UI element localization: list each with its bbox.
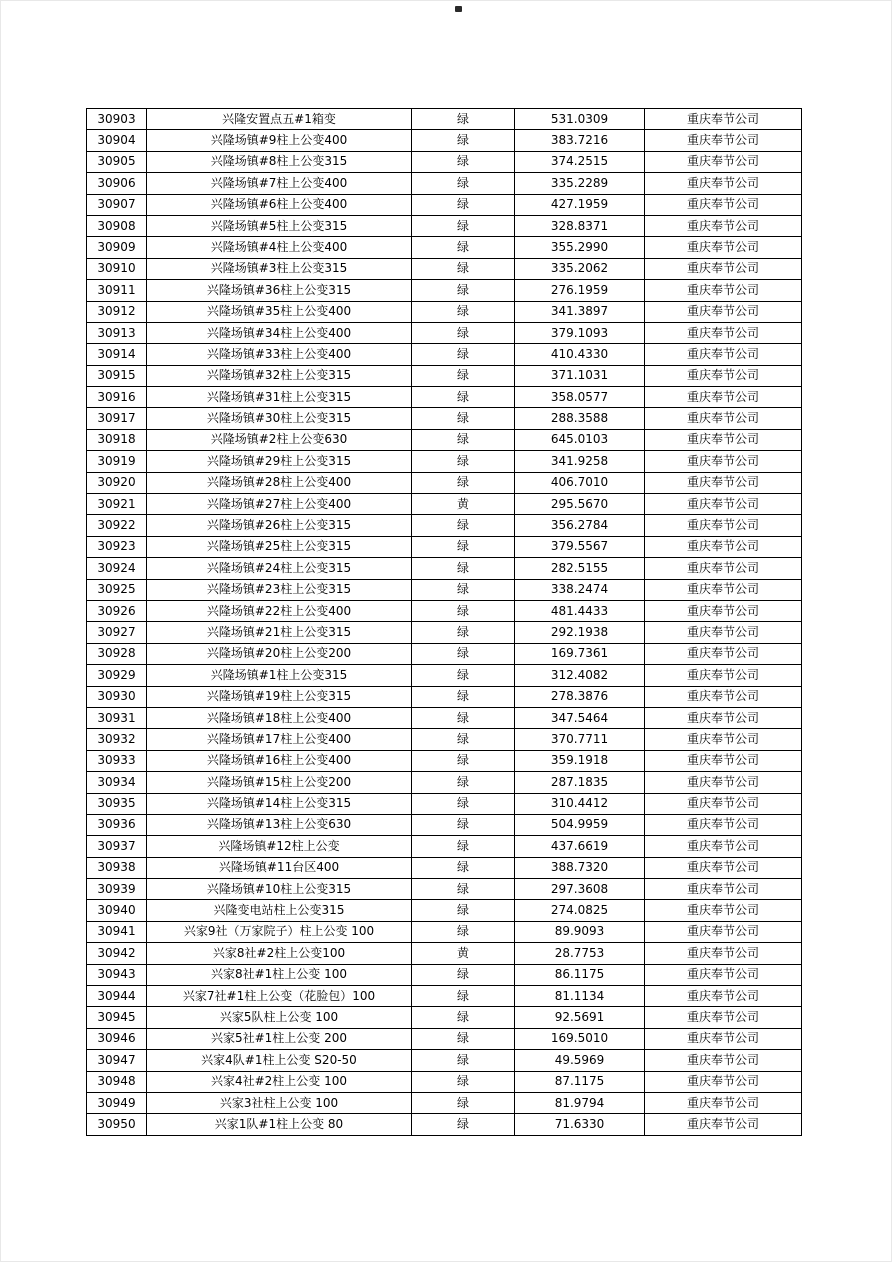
cell-value: 287.1835 <box>515 772 645 793</box>
cell-color: 绿 <box>412 879 515 900</box>
cell-color: 绿 <box>412 408 515 429</box>
cell-value: 406.7010 <box>515 472 645 493</box>
cell-value: 87.1175 <box>515 1071 645 1092</box>
cell-name: 兴隆场镇#33柱上公变400 <box>147 344 412 365</box>
table-row <box>87 793 802 814</box>
table-row <box>87 408 802 429</box>
cell-id: 30947 <box>87 1050 147 1071</box>
table-row <box>87 1071 802 1092</box>
cell-company: 重庆奉节公司 <box>645 387 802 408</box>
cell-name: 兴家8社#2柱上公变100 <box>147 943 412 964</box>
cell-company: 重庆奉节公司 <box>645 151 802 172</box>
cell-value: 379.5567 <box>515 536 645 557</box>
cell-id: 30930 <box>87 686 147 707</box>
cell-name: 兴隆场镇#28柱上公变400 <box>147 472 412 493</box>
cell-id: 30924 <box>87 558 147 579</box>
table-row <box>87 387 802 408</box>
cell-color: 绿 <box>412 429 515 450</box>
cell-company: 重庆奉节公司 <box>645 173 802 194</box>
cell-value: 310.4412 <box>515 793 645 814</box>
table-row <box>87 836 802 857</box>
cell-value: 356.2784 <box>515 515 645 536</box>
cell-id: 30907 <box>87 194 147 215</box>
cell-company: 重庆奉节公司 <box>645 429 802 450</box>
table-row <box>87 109 802 130</box>
cell-name: 兴隆变电站柱上公变315 <box>147 900 412 921</box>
cell-color: 绿 <box>412 194 515 215</box>
cell-color: 黄 <box>412 943 515 964</box>
stray-scan-mark <box>455 6 462 12</box>
cell-id: 30933 <box>87 750 147 771</box>
cell-id: 30932 <box>87 729 147 750</box>
cell-id: 30950 <box>87 1114 147 1135</box>
cell-company: 重庆奉节公司 <box>645 1071 802 1092</box>
cell-company: 重庆奉节公司 <box>645 408 802 429</box>
cell-company: 重庆奉节公司 <box>645 986 802 1007</box>
cell-id: 30912 <box>87 301 147 322</box>
cell-color: 绿 <box>412 258 515 279</box>
table-row <box>87 173 802 194</box>
cell-color: 绿 <box>412 515 515 536</box>
cell-id: 30913 <box>87 322 147 343</box>
cell-color: 绿 <box>412 237 515 258</box>
cell-color: 绿 <box>412 365 515 386</box>
cell-value: 410.4330 <box>515 344 645 365</box>
cell-name: 兴隆场镇#36柱上公变315 <box>147 280 412 301</box>
cell-company: 重庆奉节公司 <box>645 237 802 258</box>
table-row <box>87 900 802 921</box>
cell-value: 504.9959 <box>515 814 645 835</box>
cell-color: 绿 <box>412 536 515 557</box>
table-row <box>87 772 802 793</box>
cell-name: 兴家7社#1柱上公变（花脸包）100 <box>147 986 412 1007</box>
cell-company: 重庆奉节公司 <box>645 558 802 579</box>
cell-value: 276.1959 <box>515 280 645 301</box>
cell-value: 169.5010 <box>515 1028 645 1049</box>
cell-id: 30948 <box>87 1071 147 1092</box>
table-row <box>87 322 802 343</box>
cell-company: 重庆奉节公司 <box>645 515 802 536</box>
cell-color: 绿 <box>412 772 515 793</box>
cell-name: 兴隆场镇#26柱上公变315 <box>147 515 412 536</box>
cell-company: 重庆奉节公司 <box>645 686 802 707</box>
table-row <box>87 301 802 322</box>
cell-name: 兴隆场镇#17柱上公变400 <box>147 729 412 750</box>
cell-value: 49.5969 <box>515 1050 645 1071</box>
cell-value: 169.7361 <box>515 643 645 664</box>
cell-color: 绿 <box>412 280 515 301</box>
cell-name: 兴隆场镇#6柱上公变400 <box>147 194 412 215</box>
table-row <box>87 130 802 151</box>
table-row <box>87 1028 802 1049</box>
cell-color: 绿 <box>412 986 515 1007</box>
cell-company: 重庆奉节公司 <box>645 536 802 557</box>
cell-id: 30917 <box>87 408 147 429</box>
cell-name: 兴隆场镇#13柱上公变630 <box>147 814 412 835</box>
cell-name: 兴隆场镇#31柱上公变315 <box>147 387 412 408</box>
cell-id: 30911 <box>87 280 147 301</box>
cell-value: 28.7753 <box>515 943 645 964</box>
cell-name: 兴隆场镇#2柱上公变630 <box>147 429 412 450</box>
table-row <box>87 1114 802 1135</box>
cell-color: 绿 <box>412 387 515 408</box>
cell-id: 30919 <box>87 451 147 472</box>
cell-color: 绿 <box>412 686 515 707</box>
cell-color: 绿 <box>412 643 515 664</box>
cell-company: 重庆奉节公司 <box>645 494 802 515</box>
cell-company: 重庆奉节公司 <box>645 472 802 493</box>
cell-color: 绿 <box>412 857 515 878</box>
cell-company: 重庆奉节公司 <box>645 451 802 472</box>
cell-color: 绿 <box>412 472 515 493</box>
cell-color: 绿 <box>412 1114 515 1135</box>
cell-company: 重庆奉节公司 <box>645 579 802 600</box>
cell-name: 兴隆场镇#34柱上公变400 <box>147 322 412 343</box>
cell-color: 绿 <box>412 1092 515 1113</box>
cell-id: 30922 <box>87 515 147 536</box>
cell-color: 绿 <box>412 173 515 194</box>
cell-id: 30936 <box>87 814 147 835</box>
cell-id: 30940 <box>87 900 147 921</box>
cell-company: 重庆奉节公司 <box>645 280 802 301</box>
cell-id: 30949 <box>87 1092 147 1113</box>
cell-value: 297.3608 <box>515 879 645 900</box>
cell-color: 绿 <box>412 665 515 686</box>
cell-name: 兴家9社（万家院子）柱上公变 100 <box>147 921 412 942</box>
table-row <box>87 814 802 835</box>
cell-company: 重庆奉节公司 <box>645 215 802 236</box>
cell-id: 30923 <box>87 536 147 557</box>
cell-value: 71.6330 <box>515 1114 645 1135</box>
cell-value: 437.6619 <box>515 836 645 857</box>
cell-color: 绿 <box>412 451 515 472</box>
cell-name: 兴家3社柱上公变 100 <box>147 1092 412 1113</box>
transformer-table-container <box>86 108 801 1136</box>
cell-value: 282.5155 <box>515 558 645 579</box>
cell-company: 重庆奉节公司 <box>645 750 802 771</box>
cell-color: 绿 <box>412 600 515 621</box>
table-row <box>87 194 802 215</box>
cell-id: 30935 <box>87 793 147 814</box>
cell-id: 30928 <box>87 643 147 664</box>
cell-value: 341.3897 <box>515 301 645 322</box>
cell-name: 兴隆场镇#3柱上公变315 <box>147 258 412 279</box>
cell-name: 兴隆场镇#9柱上公变400 <box>147 130 412 151</box>
cell-value: 92.5691 <box>515 1007 645 1028</box>
table-row <box>87 1007 802 1028</box>
table-row <box>87 151 802 172</box>
cell-name: 兴隆场镇#14柱上公变315 <box>147 793 412 814</box>
table-row <box>87 344 802 365</box>
table-row <box>87 280 802 301</box>
cell-name: 兴家4社#2柱上公变 100 <box>147 1071 412 1092</box>
cell-name: 兴隆场镇#8柱上公变315 <box>147 151 412 172</box>
cell-value: 335.2289 <box>515 173 645 194</box>
cell-name: 兴隆场镇#10柱上公变315 <box>147 879 412 900</box>
cell-id: 30946 <box>87 1028 147 1049</box>
cell-name: 兴隆场镇#5柱上公变315 <box>147 215 412 236</box>
cell-value: 295.5670 <box>515 494 645 515</box>
cell-company: 重庆奉节公司 <box>645 729 802 750</box>
table-row <box>87 579 802 600</box>
table-row <box>87 857 802 878</box>
table-row <box>87 258 802 279</box>
cell-value: 388.7320 <box>515 857 645 878</box>
cell-company: 重庆奉节公司 <box>645 130 802 151</box>
cell-color: 绿 <box>412 814 515 835</box>
cell-id: 30904 <box>87 130 147 151</box>
cell-name: 兴隆场镇#29柱上公变315 <box>147 451 412 472</box>
cell-color: 绿 <box>412 322 515 343</box>
cell-color: 绿 <box>412 1007 515 1028</box>
table-row <box>87 964 802 985</box>
cell-company: 重庆奉节公司 <box>645 836 802 857</box>
cell-name: 兴隆场镇#15柱上公变200 <box>147 772 412 793</box>
cell-value: 358.0577 <box>515 387 645 408</box>
cell-id: 30918 <box>87 429 147 450</box>
cell-color: 绿 <box>412 836 515 857</box>
cell-id: 30908 <box>87 215 147 236</box>
cell-id: 30905 <box>87 151 147 172</box>
cell-company: 重庆奉节公司 <box>645 322 802 343</box>
cell-company: 重庆奉节公司 <box>645 1050 802 1071</box>
cell-id: 30945 <box>87 1007 147 1028</box>
cell-company: 重庆奉节公司 <box>645 344 802 365</box>
cell-value: 355.2990 <box>515 237 645 258</box>
cell-id: 30939 <box>87 879 147 900</box>
table-row <box>87 643 802 664</box>
cell-company: 重庆奉节公司 <box>645 301 802 322</box>
cell-name: 兴隆场镇#7柱上公变400 <box>147 173 412 194</box>
cell-company: 重庆奉节公司 <box>645 943 802 964</box>
cell-name: 兴隆场镇#19柱上公变315 <box>147 686 412 707</box>
cell-color: 绿 <box>412 622 515 643</box>
cell-value: 274.0825 <box>515 900 645 921</box>
cell-name: 兴隆场镇#35柱上公变400 <box>147 301 412 322</box>
cell-name: 兴隆场镇#20柱上公变200 <box>147 643 412 664</box>
cell-name: 兴隆场镇#32柱上公变315 <box>147 365 412 386</box>
cell-id: 30906 <box>87 173 147 194</box>
cell-name: 兴隆场镇#25柱上公变315 <box>147 536 412 557</box>
cell-value: 278.3876 <box>515 686 645 707</box>
table-row <box>87 986 802 1007</box>
cell-value: 481.4433 <box>515 600 645 621</box>
cell-color: 绿 <box>412 750 515 771</box>
cell-company: 重庆奉节公司 <box>645 921 802 942</box>
cell-company: 重庆奉节公司 <box>645 964 802 985</box>
cell-company: 重庆奉节公司 <box>645 109 802 130</box>
cell-value: 81.1134 <box>515 986 645 1007</box>
cell-id: 30926 <box>87 600 147 621</box>
cell-value: 427.1959 <box>515 194 645 215</box>
cell-id: 30921 <box>87 494 147 515</box>
table-row <box>87 215 802 236</box>
cell-company: 重庆奉节公司 <box>645 707 802 728</box>
cell-value: 335.2062 <box>515 258 645 279</box>
table-row <box>87 365 802 386</box>
cell-name: 兴隆场镇#27柱上公变400 <box>147 494 412 515</box>
cell-company: 重庆奉节公司 <box>645 194 802 215</box>
cell-color: 绿 <box>412 1050 515 1071</box>
cell-name: 兴隆安置点五#1箱变 <box>147 109 412 130</box>
cell-company: 重庆奉节公司 <box>645 365 802 386</box>
cell-color: 绿 <box>412 215 515 236</box>
cell-company: 重庆奉节公司 <box>645 900 802 921</box>
cell-value: 374.2515 <box>515 151 645 172</box>
cell-company: 重庆奉节公司 <box>645 793 802 814</box>
cell-name: 兴隆场镇#12柱上公变 <box>147 836 412 857</box>
cell-company: 重庆奉节公司 <box>645 814 802 835</box>
cell-id: 30916 <box>87 387 147 408</box>
cell-company: 重庆奉节公司 <box>645 1028 802 1049</box>
table-row <box>87 237 802 258</box>
cell-id: 30909 <box>87 237 147 258</box>
table-row <box>87 665 802 686</box>
cell-company: 重庆奉节公司 <box>645 622 802 643</box>
cell-value: 370.7711 <box>515 729 645 750</box>
table-row <box>87 429 802 450</box>
cell-name: 兴隆场镇#22柱上公变400 <box>147 600 412 621</box>
cell-value: 383.7216 <box>515 130 645 151</box>
cell-id: 30903 <box>87 109 147 130</box>
table-row <box>87 515 802 536</box>
table-row <box>87 686 802 707</box>
cell-color: 绿 <box>412 151 515 172</box>
cell-company: 重庆奉节公司 <box>645 879 802 900</box>
cell-name: 兴隆场镇#18柱上公变400 <box>147 707 412 728</box>
cell-value: 347.5464 <box>515 707 645 728</box>
table-row <box>87 536 802 557</box>
cell-value: 359.1918 <box>515 750 645 771</box>
cell-value: 645.0103 <box>515 429 645 450</box>
cell-name: 兴隆场镇#23柱上公变315 <box>147 579 412 600</box>
cell-company: 重庆奉节公司 <box>645 772 802 793</box>
cell-value: 312.4082 <box>515 665 645 686</box>
table-row <box>87 943 802 964</box>
table-row <box>87 1092 802 1113</box>
cell-id: 30920 <box>87 472 147 493</box>
table-row <box>87 494 802 515</box>
cell-name: 兴家5队柱上公变 100 <box>147 1007 412 1028</box>
cell-company: 重庆奉节公司 <box>645 665 802 686</box>
cell-value: 292.1938 <box>515 622 645 643</box>
cell-value: 338.2474 <box>515 579 645 600</box>
cell-id: 30943 <box>87 964 147 985</box>
cell-name: 兴家8社#1柱上公变 100 <box>147 964 412 985</box>
cell-name: 兴家1队#1柱上公变 80 <box>147 1114 412 1135</box>
cell-color: 绿 <box>412 707 515 728</box>
cell-color: 绿 <box>412 1028 515 1049</box>
cell-id: 30925 <box>87 579 147 600</box>
table-row <box>87 558 802 579</box>
table-body <box>87 109 802 1136</box>
cell-name: 兴隆场镇#30柱上公变315 <box>147 408 412 429</box>
cell-value: 341.9258 <box>515 451 645 472</box>
cell-id: 30938 <box>87 857 147 878</box>
cell-name: 兴家4队#1柱上公变 S20-50 <box>147 1050 412 1071</box>
cell-company: 重庆奉节公司 <box>645 1092 802 1113</box>
cell-color: 绿 <box>412 793 515 814</box>
cell-color: 绿 <box>412 109 515 130</box>
cell-value: 86.1175 <box>515 964 645 985</box>
cell-company: 重庆奉节公司 <box>645 600 802 621</box>
table-row <box>87 600 802 621</box>
table-row <box>87 750 802 771</box>
cell-color: 绿 <box>412 344 515 365</box>
cell-value: 89.9093 <box>515 921 645 942</box>
cell-id: 30914 <box>87 344 147 365</box>
cell-id: 30931 <box>87 707 147 728</box>
cell-name: 兴隆场镇#11台区400 <box>147 857 412 878</box>
cell-name: 兴隆场镇#4柱上公变400 <box>147 237 412 258</box>
cell-value: 379.1093 <box>515 322 645 343</box>
cell-company: 重庆奉节公司 <box>645 857 802 878</box>
cell-id: 30927 <box>87 622 147 643</box>
table-row <box>87 451 802 472</box>
table-row <box>87 622 802 643</box>
cell-id: 30929 <box>87 665 147 686</box>
cell-company: 重庆奉节公司 <box>645 643 802 664</box>
cell-id: 30944 <box>87 986 147 1007</box>
table-row <box>87 472 802 493</box>
table-row <box>87 707 802 728</box>
table-row <box>87 1050 802 1071</box>
table-row <box>87 729 802 750</box>
cell-id: 30941 <box>87 921 147 942</box>
cell-id: 30910 <box>87 258 147 279</box>
cell-value: 371.1031 <box>515 365 645 386</box>
cell-id: 30942 <box>87 943 147 964</box>
cell-color: 绿 <box>412 921 515 942</box>
cell-name: 兴隆场镇#24柱上公变315 <box>147 558 412 579</box>
cell-value: 531.0309 <box>515 109 645 130</box>
cell-name: 兴隆场镇#16柱上公变400 <box>147 750 412 771</box>
cell-company: 重庆奉节公司 <box>645 1007 802 1028</box>
cell-id: 30934 <box>87 772 147 793</box>
cell-color: 黄 <box>412 494 515 515</box>
cell-value: 81.9794 <box>515 1092 645 1113</box>
cell-color: 绿 <box>412 301 515 322</box>
table-row <box>87 921 802 942</box>
cell-name: 兴隆场镇#21柱上公变315 <box>147 622 412 643</box>
cell-color: 绿 <box>412 130 515 151</box>
transformer-table <box>86 108 802 1136</box>
cell-id: 30937 <box>87 836 147 857</box>
cell-name: 兴隆场镇#1柱上公变315 <box>147 665 412 686</box>
cell-company: 重庆奉节公司 <box>645 1114 802 1135</box>
table-row <box>87 879 802 900</box>
cell-color: 绿 <box>412 900 515 921</box>
cell-value: 288.3588 <box>515 408 645 429</box>
cell-value: 328.8371 <box>515 215 645 236</box>
cell-color: 绿 <box>412 1071 515 1092</box>
cell-color: 绿 <box>412 579 515 600</box>
cell-company: 重庆奉节公司 <box>645 258 802 279</box>
cell-name: 兴家5社#1柱上公变 200 <box>147 1028 412 1049</box>
cell-color: 绿 <box>412 729 515 750</box>
cell-color: 绿 <box>412 964 515 985</box>
cell-color: 绿 <box>412 558 515 579</box>
cell-id: 30915 <box>87 365 147 386</box>
